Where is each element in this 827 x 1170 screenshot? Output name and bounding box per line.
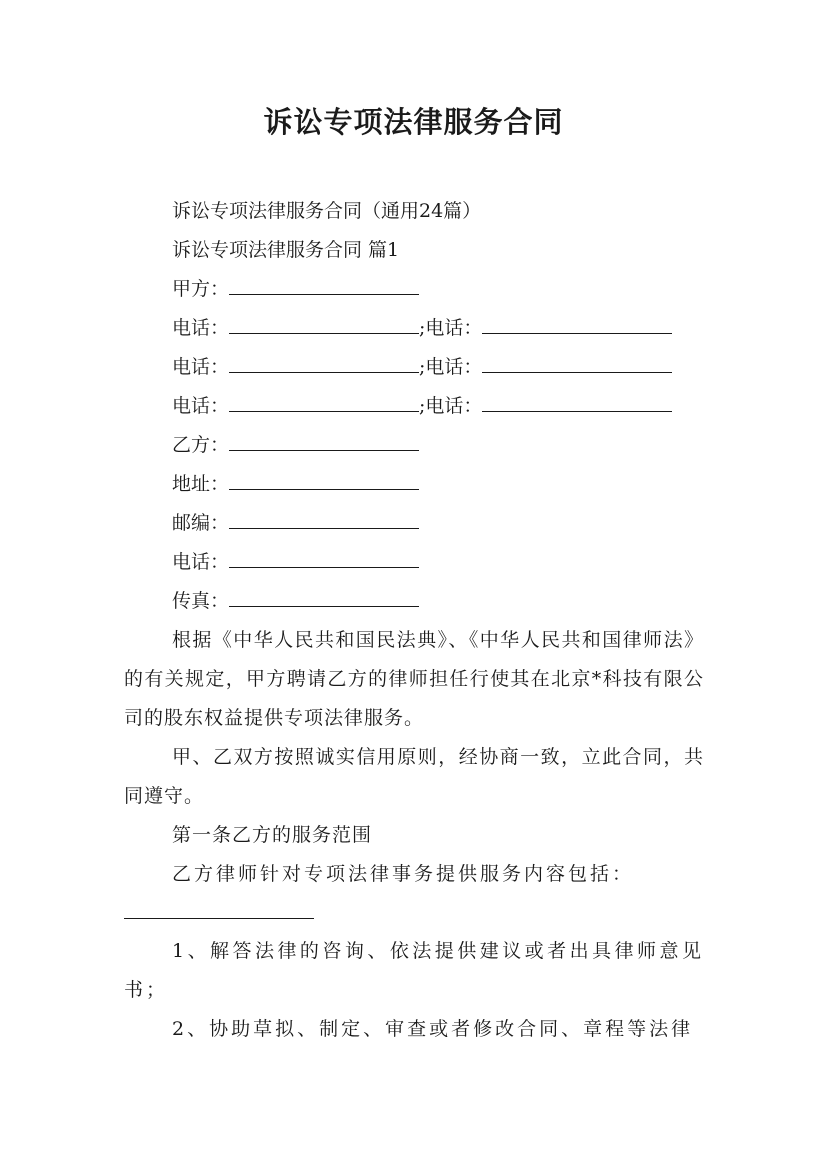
phone-blank: [229, 354, 419, 373]
party-b-row: [172, 432, 419, 458]
paragraph-agreement: 甲、乙双方按照诚实信用原则，经协商一致，立此合同，共同遵守。: [124, 746, 704, 807]
party-a-row: [172, 276, 419, 302]
phone-blank-2: [482, 315, 672, 334]
postcode-label: 邮编：: [172, 512, 230, 534]
phone-label-2: ;电话：: [419, 395, 483, 417]
phone-row-b: [172, 549, 419, 575]
fax-blank: [229, 588, 419, 607]
article-one-heading: 第一条乙方的服务范围: [172, 824, 373, 846]
fax-row: [172, 588, 419, 614]
fax-label: 传真：: [172, 590, 230, 612]
phone-row-3: [172, 393, 672, 419]
phone-label: 电话：: [172, 551, 230, 573]
list-item-2: 2、协助草拟、制定、审查或者修改合同、章程等法律: [172, 1018, 694, 1040]
phone-label: 电话：: [172, 356, 230, 378]
phone-label: 电话：: [172, 317, 230, 339]
party-a-blank: [229, 276, 419, 295]
phone-blank: [229, 549, 419, 568]
party-a-label: 甲方：: [172, 278, 230, 300]
address-label: 地址：: [172, 473, 230, 495]
phone-blank: [229, 393, 419, 412]
postcode-blank: [229, 510, 419, 529]
section-title: 诉讼专项法律服务合同 篇1: [172, 239, 400, 261]
address-row: [172, 471, 419, 497]
phone-blank: [229, 315, 419, 334]
phone-label: 电话：: [172, 395, 230, 417]
phone-row-2: [172, 354, 672, 380]
party-b-blank: [229, 432, 419, 451]
list-item-1: 1、解答法律的咨询、依法提供建议或者出具律师意见书；: [124, 940, 704, 1001]
phone-label-2: ;电话：: [419, 317, 483, 339]
paragraph-service-scope: 乙方律师针对专项法律事务提供服务内容包括：: [172, 863, 635, 885]
phone-blank-2: [482, 354, 672, 373]
phone-blank-2: [482, 393, 672, 412]
document-subtitle: 诉讼专项法律服务合同（通用24篇）: [172, 200, 482, 222]
postcode-row: [172, 510, 419, 536]
phone-label-2: ;电话：: [419, 356, 483, 378]
address-blank: [229, 471, 419, 490]
phone-row-1: [172, 315, 672, 341]
blank-line: [124, 918, 314, 919]
party-b-label: 乙方：: [172, 434, 230, 456]
document-title: 诉讼专项法律服务合同: [263, 105, 564, 139]
paragraph-legal-basis: 根据《中华人民共和国民法典》、《中华人民共和国律师法》的有关规定，甲方聘请乙方的律师担任行使其在北京*科技有限公司的股东权益提供专项法律服务。: [124, 629, 704, 729]
